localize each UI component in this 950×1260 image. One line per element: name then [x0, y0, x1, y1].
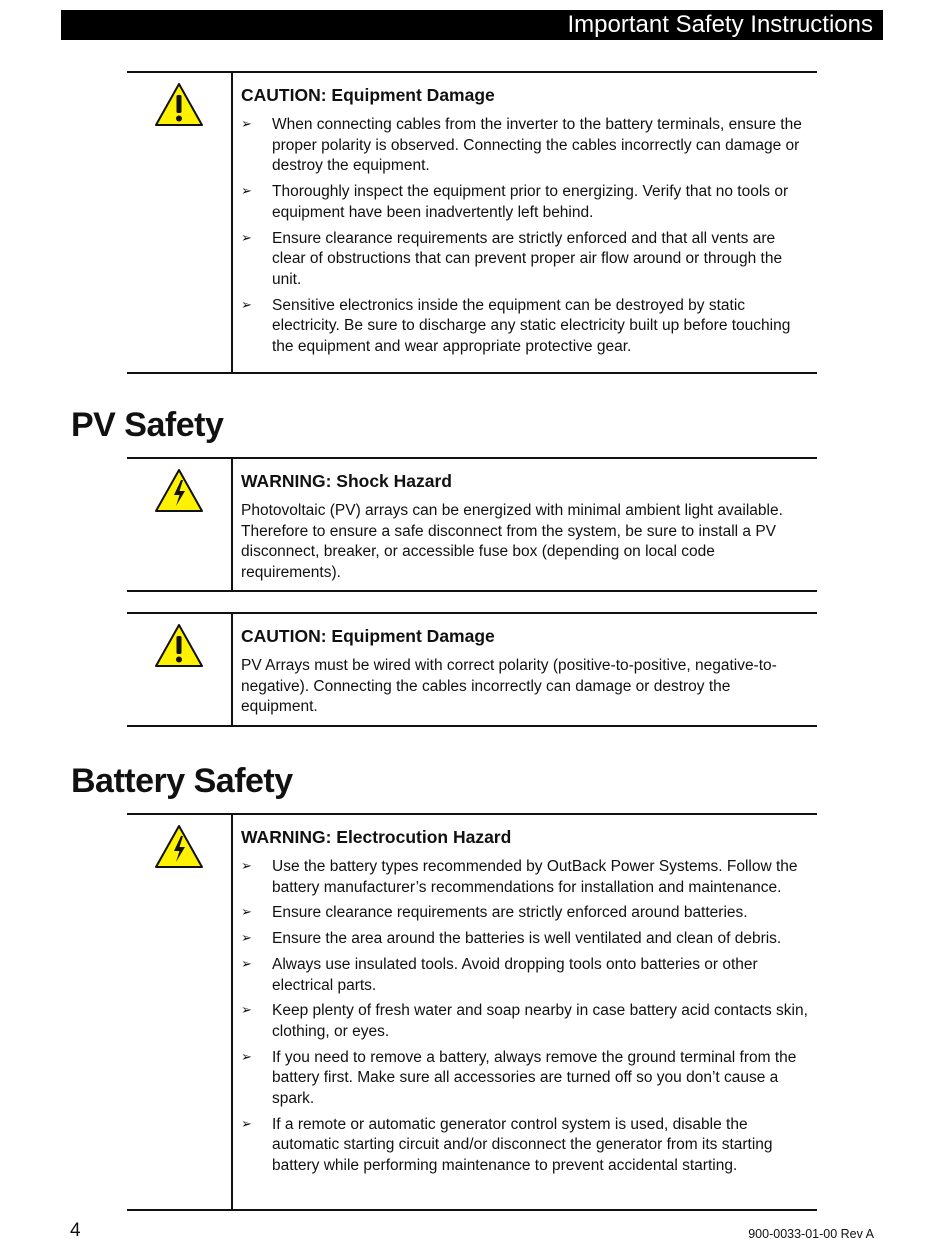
section-title-battery-safety: Battery Safety: [71, 762, 293, 800]
shock-hazard-icon: [154, 468, 204, 514]
header-title: Important Safety Instructions: [567, 11, 873, 38]
list-item: ➢ Thoroughly inspect the equipment prior to energizing. Verify that no tools or equipment have been inadvertently left behind.: [241, 182, 809, 223]
page-number: 4: [70, 1220, 81, 1241]
warning-box-shock-hazard: [127, 457, 817, 592]
text-column: [231, 73, 817, 368]
list-item: ➢ Keep plenty of fresh water and soap nearby in case battery acid contacts skin, clothing, or eyes.: [241, 1001, 809, 1042]
section-title-pv-safety: PV Safety: [71, 406, 224, 444]
warning-box-electrocution-hazard: [127, 813, 817, 1211]
caution-icon: [154, 623, 204, 669]
list-item: ➢ Ensure clearance requirements are strictly enforced around batteries.: [241, 903, 809, 924]
icon-column: [127, 459, 233, 590]
icon-column: [127, 815, 233, 1209]
document-id: 900-0033-01-00 Rev A: [748, 1227, 874, 1241]
text-column: [231, 459, 817, 594]
caution-icon: [154, 82, 204, 128]
list-item: ➢ When connecting cables from the inverter to the battery terminals, ensure the proper polarity is observed. Connecting the cables incorrectly can damage or destroy the equipment.: [241, 115, 809, 177]
caution-box-pv-equipment-damage: [127, 612, 817, 727]
list-item: ➢ Ensure the area around the batteries is well ventilated and clean of debris.: [241, 929, 809, 950]
caution-heading: CAUTION: Equipment Damage: [241, 85, 495, 105]
caution-box-equipment-damage: [127, 71, 817, 374]
warning-heading: WARNING: Electrocution Hazard: [241, 827, 512, 847]
text-column: [231, 614, 817, 728]
list-item: ➢ If a remote or automatic generator control system is used, disable the automatic starting circuit and/or disconnect the generator from its starting battery while performing maintenance to prevent accidental starting.: [241, 1115, 809, 1177]
header-bar: [61, 10, 883, 40]
caution-body: PV Arrays must be wired with correct polarity (positive-to-positive, negative-to-negative). Connecting the cables incorrectly can damage or destroy the equipment.: [241, 657, 777, 716]
list-item: ➢ Use the battery types recommended by OutBack Power Systems. Follow the battery manufacturer’s recommendations for installation and maintenance.: [241, 857, 809, 898]
list-item: ➢ Ensure clearance requirements are strictly enforced and that all vents are clear of obstructions that can prevent proper air flow around or through the unit.: [241, 229, 809, 291]
text-column: [231, 815, 817, 1187]
caution-heading: CAUTION: Equipment Damage: [241, 626, 495, 646]
caution-list: [241, 115, 809, 358]
warning-heading: WARNING: Shock Hazard: [241, 471, 452, 491]
list-item: ➢ Sensitive electronics inside the equipment can be destroyed by static electricity. Be sure to discharge any static electricity built up before touching the equipment and wear appropriate protective gear.: [241, 296, 809, 358]
list-item: ➢ If you need to remove a battery, always remove the ground terminal from the battery first. Make sure all accessories are turned off so you don’t cause a spark.: [241, 1048, 809, 1110]
icon-column: [127, 73, 233, 372]
warning-body: Photovoltaic (PV) arrays can be energized with minimal ambient light available. Therefore to ensure a safe disconnect from the system, be sure to install a PV disconnect, breaker, or accessible fuse box (depending on local code requirements).: [241, 502, 783, 582]
shock-hazard-icon: [154, 824, 204, 870]
icon-column: [127, 614, 233, 725]
list-item: ➢ Always use insulated tools. Avoid dropping tools onto batteries or other electrical parts.: [241, 955, 809, 996]
warning-list: [241, 857, 809, 1177]
